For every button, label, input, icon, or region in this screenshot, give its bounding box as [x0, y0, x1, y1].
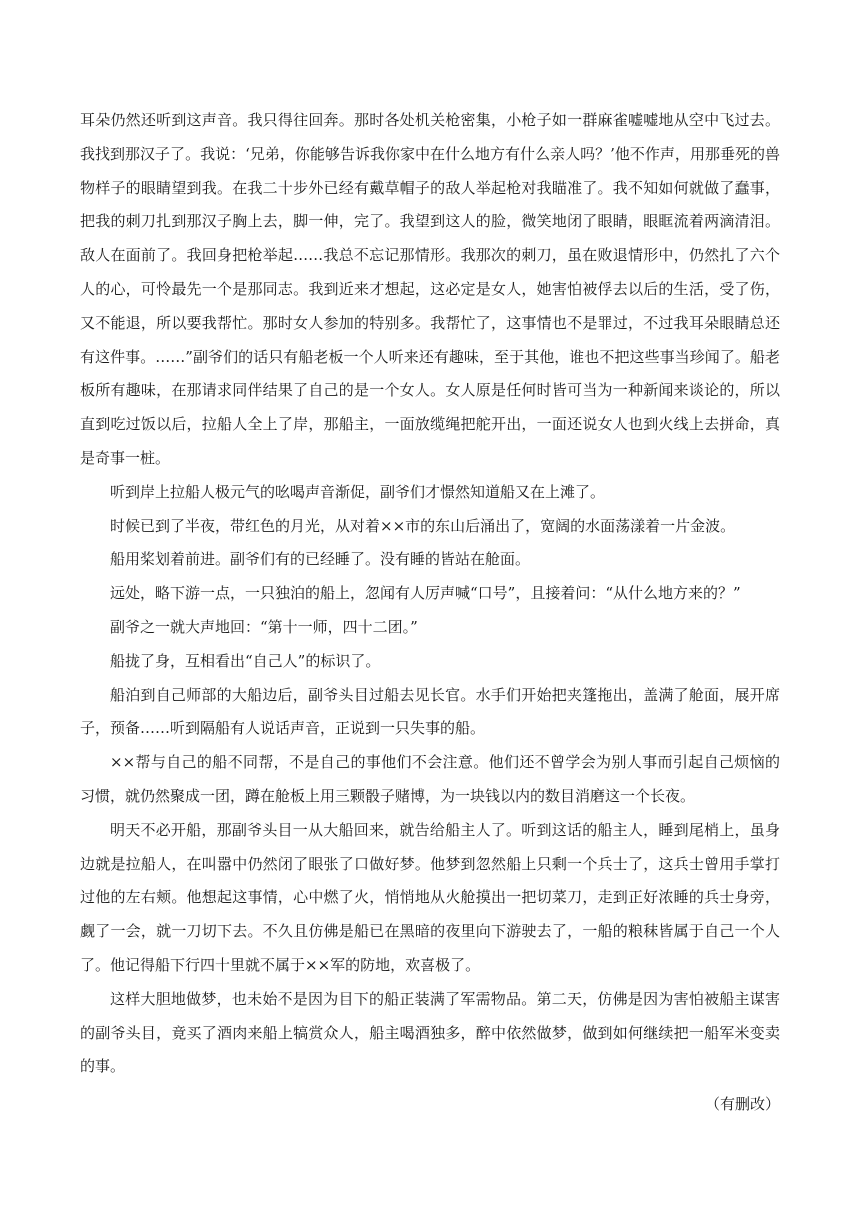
paragraph-11: 这样大胆地做梦，也未始不是因为目下的船正装满了军需物品。第二天，仿佛是因为害怕被船主谋害的副爷头目，竟买了酒肉来船上犒赏众人，船主喝酒独多，醉中依然做梦，做到如何继续把一船军米变卖的事。 — [80, 989, 780, 1076]
paragraph-9: ××帮与自己的船不同帮，不是自己的事他们不会注意。他们还不曾学会为别人事而引起自己烦恼的习惯，就仍然聚成一团，蹲在舱板上用三颗骰子赌博，为一块钱以内的数目消磨这一个长夜。 — [80, 753, 780, 805]
paragraph-2: 听到岸上拉船人极元气的吆喝声音渐促，副爷们才憬然知道船又在上滩了。 — [110, 482, 606, 501]
paragraph-3: 时候已到了半夜，带红色的月光，从对着××市的东山后涌出了，宽阔的水面荡漾着一片金波。 — [110, 516, 736, 535]
paragraph-1: 耳朵仍然还听到这声音。我只得往回奔。那时各处机关枪密集，小枪子如一群麻雀嘘嘘地从空中飞过去。我找到那汉子了。我说：‘兄弟，你能够告诉我你家中在什么地方有什么亲人吗？’他不作声，用那垂死的兽物样子的眼睛望到我。在我二十步外已经有戴草帽子的敌人举起枪对我瞄准了。我不知如何就做了蠢事，把我的刺刀扎到那汉子胸上去，脚一伸，完了。我望到这人的脸，微笑地闭了眼睛，眼眶流着两滴清泪。敌人在面前了。我回身把枪举起……我总不忘记那情形。我那次的刺刀，虽在败退情形中，仍然扎了六个人的心，可怜最先一个是那同志。我到近来才想起，这必定是女人，她害怕被俘去以后的生活，受了伤，又不能退，所以要我帮忙。那时女人参加的特别多。我帮忙了，这事情也不是罪过，不过我耳朵眼睛总还有这件事。……”副爷们的话只有船老板一个人听来还有趣味，至于其他，谁也不把这些事当珍闻了。船老板所有趣味，在那请求同伴结果了自己的是一个女人。女人原是任何时皆可当为一种新闻来谈论的，所以直到吃过饭以后，拉船人全上了岸，那船主，一面放缆绳把舵开出，一面还说女人也到火线上去拼命，真是奇事一桩。 — [80, 111, 780, 467]
paragraph-7: 船拢了身，互相看出“自己人”的标识了。 — [110, 651, 381, 670]
source-note: （有删改） — [704, 1095, 780, 1114]
paragraph-4: 船用桨划着前进。副爷们有的已经睡了。没有睡的皆站在舱面。 — [110, 550, 531, 569]
paragraph-8: 船泊到自己师部的大船边后，副爷头目过船去见长官。水手们开始把夹篷拖出，盖满了舱面，展开席子，预备……听到隔船有人说话声音，正说到一只失事的船。 — [80, 685, 780, 738]
document-body — [80, 104, 780, 1122]
paragraph-5: 远处，略下游一点，一只独泊的船上，忽闻有人厉声喊“口号”，且接着问：“从什么地方来的？” — [110, 584, 741, 603]
paragraph-6: 副爷之一就大声地回：“第十一师，四十二团。” — [110, 617, 418, 636]
paragraph-10: 明天不必开船，那副爷头目一从大船回来，就告给船主人了。听到这话的船主人，睡到尾梢上，虽身边就是拉船人，在叫嚣中仍然闭了眼张了口做好梦。他梦到忽然船上只剩一个兵士了，这兵士曾用手掌打过他的左右颊。他想起这事情，心中燃了火，悄悄地从火舱摸出一把切菜刀，走到正好浓睡的兵士身旁，觑了一会，就一刀切下去。不久且仿佛是船已在黑暗的夜里向下游驶去了，一船的粮秣皆属于自己一个人了。他记得船下行四十里就不属于××军的防地，欢喜极了。 — [80, 820, 780, 974]
